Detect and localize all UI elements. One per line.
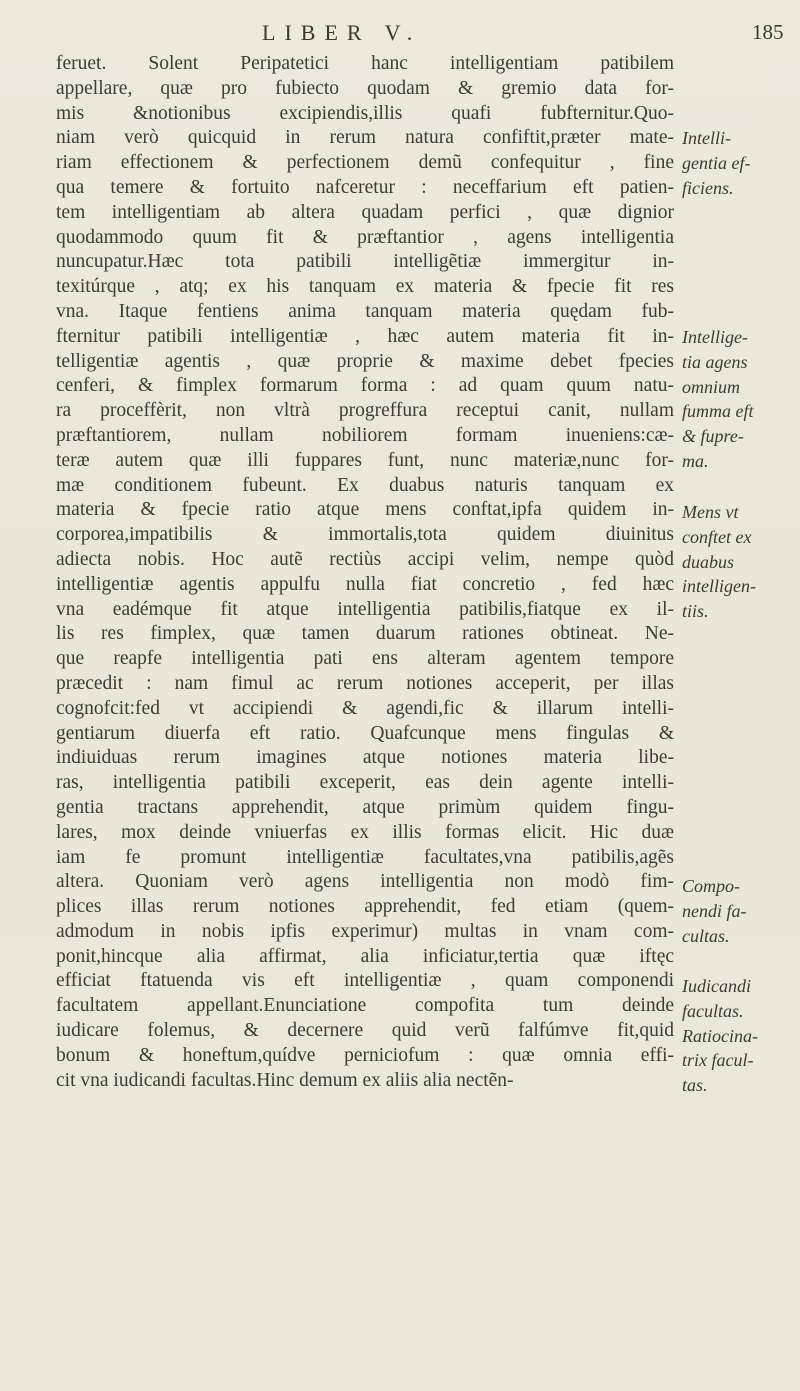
text-line: nuncupatur.Hæc tota patibili intelligẽtiæ immergitur in- [56,251,674,273]
text-line: præftantiorem, nullam nobiliorem formam inueniens:cæ- [56,424,674,446]
text-line: admodum in nobis ipfis experimur) multas in vnam com- [56,920,674,942]
text-line: ponit,hincque alia affirmat, alia inficiatur,tertia quæ iftęc [56,945,674,967]
margin-note-line: duabus [682,551,735,572]
text-line: ras, intelligentia patibili exceperit, eas dein agente intelli- [56,772,674,794]
text-line: ra proceffèrit, non vltrà progreffura receptui canit, nullam [56,400,674,422]
text-line: cit vna iudicandi facultas.Hinc demum ex aliis alia nectẽn- [56,1069,514,1091]
text-line: facultatem appellant.Enunciatione compofita tum deinde [56,995,674,1017]
text-line: mæ conditionem fubeunt. Ex duabus naturis tanquam ex [56,474,674,496]
text-line: præcedit : nam fimul ac rerum notiones acceperit, per illas [56,672,674,694]
margin-note-line: ficiens. [682,177,734,198]
text-line: cenferi, & fimplex formarum forma : ad quam quum natu- [56,375,674,397]
margin-note-line: Ratiocina- [682,1025,758,1046]
text-line: indiuiduas rerum imagines atque notiones materia libe- [56,747,674,769]
margin-note-line: tas. [682,1075,708,1096]
text-line: vna. Itaque fentiens anima tanquam materia quędam fub- [56,300,674,322]
margin-note-line: tia agens [682,351,748,372]
text-line: altera. Quoniam verò agens intelligentia non modò fim- [56,871,674,893]
margin-note-line: cultas. [682,925,730,946]
text-line: feruet. Solent Peripatetici hanc intelligentiam patibilem [56,53,674,74]
margin-note-componendi [682,874,798,948]
text-line: cognofcit:fed vt accipiendi & agendi,fic & illarum intelli- [56,697,674,719]
text-line: gentiarum diuerfa eft ratio. Quafcunque mens fingulas & [56,722,674,744]
text-line: iam fe promunt intelligentiæ facultates,vna patibilis,agẽs [56,846,674,868]
main-text-block [56,52,674,1093]
margin-note-line: fumma eft [682,401,754,422]
margin-note-line: gentia ef- [682,152,751,173]
margin-note-line: Mens vt [682,502,739,522]
margin-note-line: Compo- [682,876,740,896]
text-line: adiecta nobis. Hoc autẽ rectiùs accipi velim, nempe quòd [56,548,674,570]
margin-note-line: omnium [682,376,740,397]
page-header [0,10,800,50]
margin-note-iudicandi [682,974,798,1098]
text-line: fternitur patibili intelligentiæ , hæc autem materia fit in- [56,325,674,347]
margin-note-mens [682,500,798,624]
margin-note-line: intelligen- [682,576,756,597]
text-line: gentia tractans apprehendit, atque primùm quidem fingu- [56,796,674,818]
margin-note-line: Intelli- [682,128,731,148]
text-line: texitúrque , atq; ex his tanquam ex materia & fpecie fit res [56,276,674,298]
text-line: quodammodo quum fit & præftantior , agens intelligentia [56,226,674,248]
margin-notes [682,52,798,1352]
text-line: teræ autem quæ illi fuppares funt, nunc materiæ,nunc for- [56,449,674,471]
text-line: appellare, quæ pro fubiecto quodam & gremio data for- [56,77,674,99]
text-line: lares, mox deinde vniuerfas ex illis formas elicit. Hic duæ [56,821,674,843]
text-line: niam verò quicquid in rerum natura confiftit,præter mate- [56,127,674,149]
margin-note-intelligentia-efficiens [682,126,798,200]
text-line: plices illas rerum notiones apprehendit, fed etiam (quem- [56,896,674,918]
text-line: tem intelligentiam ab altera quadam perfici , quæ dignior [56,201,674,223]
margin-note-line: tiis. [682,601,709,622]
margin-note-line: Iudicandi [682,976,751,996]
text-line: bonum & honeftum,quídve perniciofum : quæ omnia effi- [56,1044,674,1066]
text-line: intelligentiæ agentis appulfu nulla fiat concretio , fed hæc [56,573,674,595]
margin-note-line: nendi fa- [682,900,747,921]
margin-note-line: Intellige- [682,327,748,347]
margin-note-line: trix facul- [682,1050,754,1071]
text-line: iudicare folemus, & decernere quid verũ falfúmve fit,quid [56,1020,674,1042]
margin-note-line: conftet ex [682,526,752,547]
text-line: vna eadémque fit atque intelligentia patibilis,fiatque ex il- [56,598,674,620]
text-line: efficiat ftatuenda vis eft intelligentiæ , quam componendi [56,970,674,992]
text-line: lis res fimplex, quæ tamen duarum rationes obtineat. Ne- [56,623,674,645]
running-title: LIBER V. [262,20,422,45]
text-line: materia & fpecie ratio atque mens conftat,ipfa quidem in- [56,499,674,521]
text-line: mis &notionibus excipiendis,illis quafi fubfternitur.Quo- [56,102,674,124]
margin-note-line: ma. [682,450,709,471]
text-line: riam effectionem & perfectionem demũ confequitur , fine [56,152,674,174]
margin-note-line: facultas. [682,1000,744,1021]
text-line: telligentiæ agentis , quæ proprie & maxime debet fpecies [56,350,674,372]
text-line: que reapfe intelligentia pati ens alteram agentem tempore [56,648,674,670]
page-number: 185 [752,20,784,44]
text-line: qua temere & fortuito nafceretur : neceffarium eft patien- [56,176,674,198]
margin-note-intelligentia-agens [682,325,798,474]
text-line: corporea,impatibilis & immortalis,tota quidem diuinitus [56,524,674,546]
margin-note-line: & fupre- [682,426,744,447]
